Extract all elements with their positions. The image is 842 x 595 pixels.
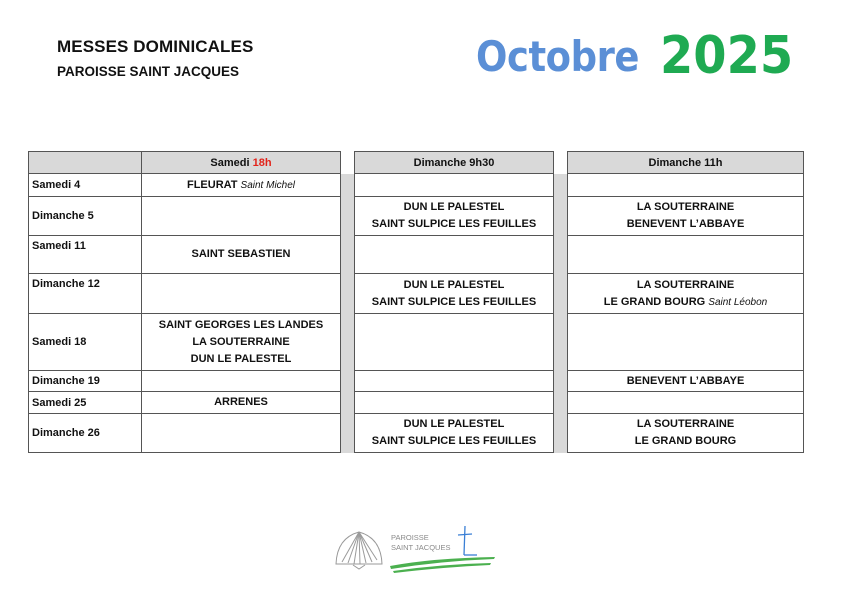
- church-name: SAINT GEORGES LES LANDES: [158, 318, 324, 331]
- dimanche-11h-cell: [568, 174, 804, 197]
- dimanche-11h-cell: [568, 414, 804, 453]
- day-cell: Samedi 4: [29, 174, 142, 197]
- table-row: [29, 371, 804, 392]
- column-gap: [554, 236, 568, 274]
- day-cell: Dimanche 5: [29, 197, 142, 236]
- dimanche-9h30-cell: [355, 414, 554, 453]
- samedi-cell: [142, 274, 341, 314]
- table-row: [29, 274, 804, 314]
- table-row: [29, 314, 804, 371]
- column-gap: [341, 392, 355, 414]
- table-row: [29, 197, 804, 236]
- samedi-cell: [142, 392, 341, 414]
- column-gap: [554, 314, 568, 371]
- dimanche-11h-cell: [568, 274, 804, 314]
- church-name: DUN LE PALESTEL: [403, 201, 505, 213]
- dimanche-11h-cell: [568, 392, 804, 414]
- table-row: [29, 236, 804, 274]
- samedi-cell: [142, 236, 341, 274]
- header-samedi-time: 18h: [252, 156, 272, 169]
- dimanche-9h30-cell: [355, 174, 554, 197]
- church-name: LE GRAND BOURG: [634, 435, 737, 447]
- table-row: [29, 392, 804, 414]
- dimanche-9h30-cell: [355, 371, 554, 392]
- dimanche-11h-cell: [568, 371, 804, 392]
- dimanche-9h30-cell: [355, 197, 554, 236]
- table-row: [29, 414, 804, 453]
- dimanche-9h30-cell: [355, 274, 554, 314]
- column-gap: [341, 152, 355, 174]
- header-samedi: [142, 152, 341, 174]
- column-gap: [554, 274, 568, 314]
- dimanche-11h-cell: [568, 197, 804, 236]
- dimanche-11h-cell: [568, 314, 804, 371]
- church-name: LA SOUTERRAINE: [192, 335, 290, 348]
- column-gap: [554, 197, 568, 236]
- church-note: Saint Léobon: [708, 296, 768, 308]
- column-gap: [554, 152, 568, 174]
- day-cell: Samedi 25: [29, 392, 142, 414]
- green-swoosh-icon: [390, 557, 495, 573]
- day-cell: Samedi 18: [29, 314, 142, 371]
- dimanche-11h-cell: [568, 236, 804, 274]
- church-name: SAINT SULPICE LES FEUILLES: [371, 435, 537, 447]
- column-gap: [554, 414, 568, 453]
- column-gap: [554, 392, 568, 414]
- header-dimanche-11h: Dimanche 11h: [568, 152, 804, 174]
- logo-line1: PAROISSE: [391, 533, 429, 542]
- church-name: LA SOUTERRAINE: [636, 278, 735, 291]
- church-name: DUN LE PALESTEL: [190, 352, 292, 365]
- cross-icon: [458, 526, 477, 555]
- church-name: LE GRAND BOURG: [603, 295, 706, 308]
- header-day-column: [29, 152, 142, 174]
- column-gap: [341, 314, 355, 371]
- parish-logo: [333, 524, 498, 574]
- day-cell: Dimanche 12: [29, 274, 142, 314]
- column-gap: [341, 414, 355, 453]
- column-gap: [554, 371, 568, 392]
- church-name: FLEURAT: [186, 178, 238, 191]
- year-label: 2025: [660, 26, 794, 86]
- church-note: Saint Michel: [240, 179, 296, 191]
- page-subtitle: PAROISSE SAINT JACQUES: [57, 64, 240, 79]
- dimanche-9h30-cell: [355, 392, 554, 414]
- column-gap: [554, 174, 568, 197]
- column-gap: [341, 371, 355, 392]
- dimanche-9h30-cell: [355, 236, 554, 274]
- dimanche-9h30-cell: [355, 314, 554, 371]
- church-name: SAINT SEBASTIEN: [191, 248, 291, 260]
- page-title: MESSES DOMINICALES: [57, 37, 254, 56]
- samedi-cell: [142, 371, 341, 392]
- column-gap: [341, 274, 355, 314]
- column-gap: [341, 197, 355, 236]
- header-samedi-label: Samedi: [210, 156, 253, 169]
- samedi-cell: [142, 314, 341, 371]
- church-name: ARRENES: [214, 396, 268, 408]
- day-cell: Dimanche 19: [29, 371, 142, 392]
- samedi-cell: [142, 414, 341, 453]
- day-cell: Dimanche 26: [29, 414, 142, 453]
- mass-schedule-table: [28, 151, 804, 453]
- church-name: BENEVENT L’ABBAYE: [626, 218, 745, 230]
- logo-line2: SAINT JACQUES: [391, 543, 451, 552]
- church-name: SAINT SULPICE LES FEUILLES: [371, 218, 537, 230]
- samedi-cell: [142, 174, 341, 197]
- church-name: SAINT SULPICE LES FEUILLES: [371, 295, 537, 308]
- table-row: [29, 174, 804, 197]
- church-name: BENEVENT L’ABBAYE: [626, 374, 745, 387]
- church-name: DUN LE PALESTEL: [403, 418, 505, 430]
- column-gap: [341, 174, 355, 197]
- month-label: Octobre: [476, 32, 640, 81]
- scallop-shell-icon: [336, 532, 382, 569]
- church-name: LA SOUTERRAINE: [636, 418, 735, 430]
- church-name: LA SOUTERRAINE: [636, 201, 735, 213]
- header-dimanche-9h30: Dimanche 9h30: [355, 152, 554, 174]
- table-header-row: [29, 152, 804, 174]
- samedi-cell: [142, 197, 341, 236]
- day-cell: Samedi 11: [29, 236, 142, 274]
- church-name: DUN LE PALESTEL: [403, 278, 505, 291]
- column-gap: [341, 236, 355, 274]
